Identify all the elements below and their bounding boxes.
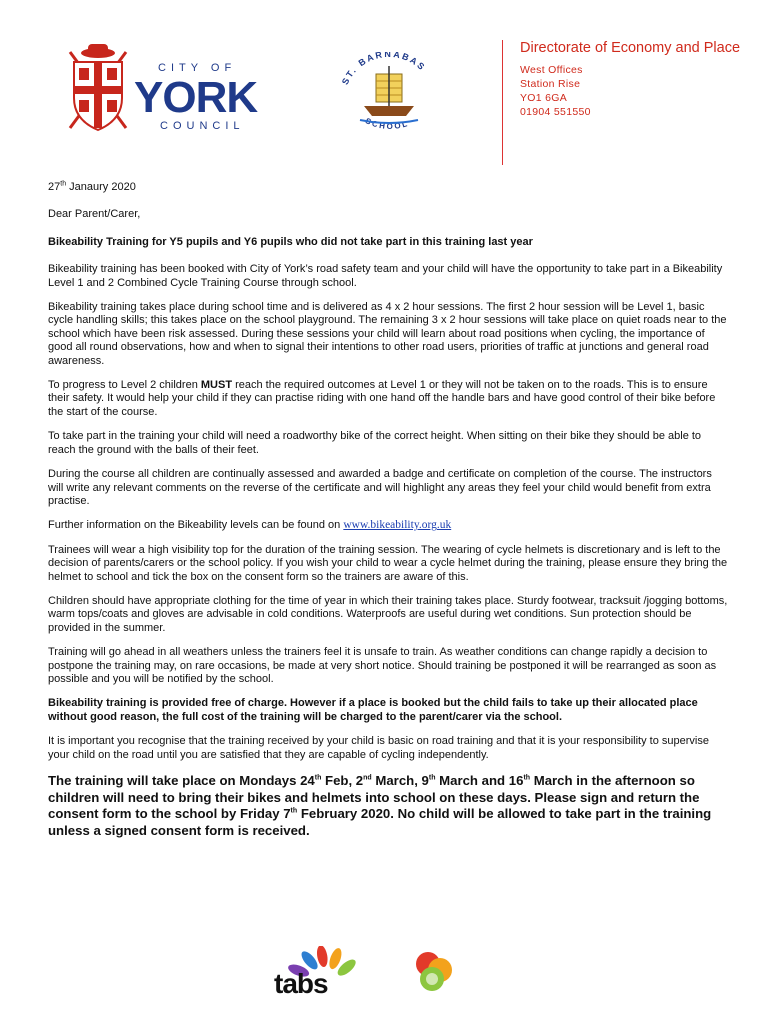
- letter-heading: Bikeability Training for Y5 pupils and Y6 pupils who did not take part in this training last year: [48, 235, 533, 248]
- paragraph: To progress to Level 2 children MUST reach the required outcomes at Level 1 or they will not be taken on to the roads. This is to ensure their safety. It would help your child if they can practise riding with one hand off the handle bars and have good control of their bike before the start of the course.: [48, 379, 716, 418]
- york-logo-name: YORK: [134, 73, 258, 122]
- paragraph: It is important you recognise that the training received by your child is basic on road training and that it is your responsibility to supervise your child on the road until you are satisfied that they are capable of cycling independently.: [48, 735, 709, 761]
- paragraph: Children should have appropriate clothing for the time of year in which their training takes place. Sturdy footwear, tracksuit /jogging bottoms, warm tops/coats and gloves are advisable in cold conditions. Waterproofs are useful during wet conditions. Sun protection should be provided in the summer.: [48, 594, 728, 634]
- charge-notice: Bikeability training is provided free of charge. However if a place is booked but the child fails to take up their allocated place without good reason, the full cost of the training will be charged to the parent/carer via the school.: [48, 697, 698, 723]
- paragraph: Bikeability training has been booked with City of York’s road safety team and your child will have the opportunity to take part in a Bikeability Level 1 and 2 Combined Cycle Training Course through school.: [48, 263, 723, 289]
- salutation: Dear Parent/Carer,: [48, 208, 141, 221]
- directorate-address-block: [502, 40, 760, 165]
- school-logo-bottom-text: SCHOOL: [363, 116, 411, 132]
- letter-date: 27th Janaury 2020: [48, 180, 136, 193]
- school-logo-top-text: ST. BARNABAS: [339, 52, 428, 87]
- address-line: Station Rise: [520, 78, 581, 90]
- phone-number: 01904 551550: [520, 106, 591, 118]
- paragraph: Trainees will wear a high visibility top for the duration of the training session. The wearing of cycle helmets is discretionary and is left to the decision of parents/carers or the school policy. If you wish your child to wear a cycle helmet during the training, please ensure they bring the helmet to school and tick the box on the consent form so the trainers are aware of this.: [48, 543, 728, 583]
- paragraph: Bikeability training takes place during school time and is delivered as 4 x 2 hour sessions. The first 2 hour session will be Level 1, basic cycle handling skills; this takes place on the school playground. The remaining 3 x 2 hour sessions will take place on quiet roads near to the school which have been risk assessed. During these sessions your child will learn about road positions when cycling, the importance of good all round observations, how and when to signal their intentions to other road users, priorities of traffic at junctions and general road awareness.: [48, 301, 727, 367]
- letter-body: [48, 181, 728, 850]
- address-line: YO1 6GA: [520, 92, 568, 104]
- st-barnabas-school-logo: [330, 52, 448, 142]
- bikeability-link[interactable]: www.bikeability.org.uk: [343, 519, 452, 532]
- york-logo-line3: COUNCIL: [160, 120, 245, 132]
- bikeability-badge-logo: [410, 948, 458, 994]
- tabs-logo-text: tabs: [274, 968, 328, 999]
- york-logo-line1: CITY OF: [158, 62, 237, 74]
- bikeability-badges-icon: [410, 948, 458, 994]
- ship-icon: [330, 52, 448, 142]
- city-of-york-council-logo: [60, 40, 280, 140]
- paragraph: Training will go ahead in all weathers unless the trainers feel it is unsafe to train. As weather conditions can change rapidly a decision to postpone the training may, on rare occasions, be made at very short notice. Should training be postponed it will be rearranged as soon as possible and you will be notified by the school.: [48, 646, 717, 685]
- paragraph: During the course all children are continually assessed and awarded a badge and certificate on completion of the course. The instructors will write any relevant comments on the reverse of the certificate and will highlight any areas they feel your child would benefit from extra practise.: [48, 468, 712, 507]
- address-line: West Offices: [520, 64, 583, 76]
- paragraph: To take part in the training your child will need a roadworthy bike of the correct height. When sitting on their bike they should be able to reach the ground with the balls of their feet.: [48, 430, 702, 456]
- training-dates-notice: The training will take place on Mondays 24th Feb, 2nd March, 9th March and 16th March in the afternoon so children will need to bring their bikes and helmets into school on these days. Please sign and return the consent form to the school by Friday 7th February 2020. No child will be allowed to take part in the training unless a signed consent form is received.: [48, 773, 712, 838]
- tabs-logo: [272, 946, 366, 1002]
- paragraph: Further information on the Bikeability levels can be found on www.bikeability.org.uk: [48, 519, 452, 532]
- directorate-title: Directorate of Economy and Place: [520, 40, 741, 56]
